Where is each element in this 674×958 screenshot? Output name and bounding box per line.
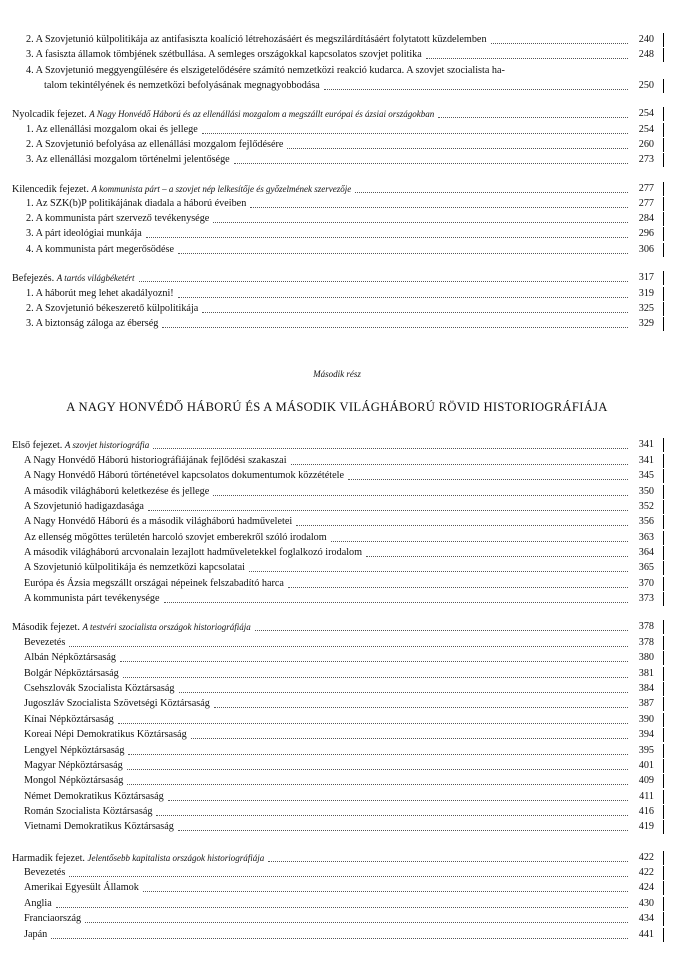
margin-rule bbox=[663, 651, 664, 665]
chapter-title: A Nagy Honvédő Háború és az ellenállási mozgalom a megszállt európai és ázsiai országokban bbox=[89, 109, 435, 119]
page-number: 284 bbox=[638, 213, 654, 224]
chapter-heading bbox=[0, 271, 674, 285]
toc-entry bbox=[0, 317, 674, 331]
entry-text: Román Szocialista Köztársaság bbox=[24, 806, 153, 817]
entry-text: 2. A Szovjetunió befolyása az ellenállási mozgalom fejlődésére bbox=[26, 139, 284, 150]
margin-rule bbox=[663, 759, 664, 773]
entry-text: 1. A háborút meg lehet akadályozni! bbox=[26, 288, 174, 299]
margin-rule bbox=[663, 744, 664, 758]
toc-entry bbox=[0, 546, 674, 560]
entry-text: Második fejezet. bbox=[12, 622, 80, 633]
margin-rule bbox=[663, 928, 664, 942]
chapter-title: A testvéri szocialista országok historiográfiája bbox=[82, 622, 251, 632]
entry-text: Kilencedik fejezet. bbox=[12, 184, 89, 195]
entry-text: A Nagy Honvédő Háború historiográfiájának fejlődési szakaszai bbox=[24, 455, 287, 466]
page-number: 277 bbox=[638, 198, 654, 209]
page-number: 317 bbox=[638, 272, 654, 283]
entry-text: 2. A kommunista párt szervező tevékenysége bbox=[26, 213, 210, 224]
dot-leader bbox=[127, 763, 628, 770]
margin-rule bbox=[663, 153, 664, 167]
entry-text: Bevezetés bbox=[24, 867, 66, 878]
entry-text: talom tekintélyének és nemzetközi befolyásának megnagyobbodása bbox=[44, 80, 320, 91]
dot-leader bbox=[268, 855, 628, 862]
margin-rule bbox=[663, 820, 664, 834]
page-number: 416 bbox=[638, 806, 654, 817]
dot-leader bbox=[366, 550, 628, 557]
margin-rule bbox=[663, 912, 664, 926]
toc-entry bbox=[0, 561, 674, 575]
toc-entry bbox=[0, 912, 674, 926]
dot-leader bbox=[348, 473, 628, 480]
entry-label bbox=[24, 759, 123, 773]
entry-text: 4. A kommunista párt megerősödése bbox=[26, 244, 174, 255]
page-number: 319 bbox=[638, 288, 654, 299]
entry-label bbox=[26, 33, 487, 47]
dot-leader bbox=[178, 247, 628, 254]
entry-label bbox=[26, 48, 422, 62]
toc-entry bbox=[0, 697, 674, 711]
dot-leader bbox=[250, 201, 628, 208]
dot-leader bbox=[143, 885, 628, 892]
entry-label bbox=[12, 107, 434, 122]
toc-entry bbox=[0, 897, 674, 911]
page-number: 325 bbox=[638, 303, 654, 314]
page-number: 341 bbox=[638, 455, 654, 466]
margin-rule bbox=[663, 577, 664, 591]
toc-entry bbox=[0, 212, 674, 226]
entry-text: Csehszlovák Szocialista Köztársaság bbox=[24, 683, 175, 694]
dot-leader bbox=[296, 519, 628, 526]
margin-rule bbox=[663, 469, 664, 483]
dot-leader bbox=[178, 291, 628, 298]
page-number: 424 bbox=[638, 882, 654, 893]
entry-label bbox=[24, 682, 175, 696]
page-number: 378 bbox=[638, 637, 654, 648]
entry-text: Koreai Népi Demokratikus Köztársaság bbox=[24, 729, 187, 740]
entry-text: Lengyel Népköztársaság bbox=[24, 745, 125, 756]
toc-entry bbox=[0, 805, 674, 819]
entry-text: Nyolcadik fejezet. bbox=[12, 109, 87, 120]
chapter-heading bbox=[0, 182, 674, 196]
dot-leader bbox=[156, 809, 628, 816]
dot-leader bbox=[191, 732, 628, 739]
page-number: 422 bbox=[638, 867, 654, 878]
dot-leader bbox=[291, 458, 628, 465]
chapter-title: A kommunista párt – a szovjet nép lelkesítője és győzelmének szervezője bbox=[91, 184, 352, 194]
margin-rule bbox=[663, 897, 664, 911]
chapter-title: A szovjet historiográfia bbox=[64, 440, 150, 450]
chapter-heading bbox=[0, 620, 674, 634]
dot-leader bbox=[213, 489, 628, 496]
entry-label bbox=[26, 317, 158, 331]
entry-label bbox=[12, 271, 135, 286]
margin-rule bbox=[663, 682, 664, 696]
page-number: 434 bbox=[638, 913, 654, 924]
dot-leader bbox=[324, 83, 628, 90]
toc-entry bbox=[0, 287, 674, 301]
margin-rule bbox=[663, 774, 664, 788]
entry-label bbox=[24, 485, 209, 499]
page-number: 419 bbox=[638, 821, 654, 832]
margin-rule bbox=[663, 546, 664, 560]
toc-entry bbox=[0, 651, 674, 665]
page-number: 277 bbox=[638, 183, 654, 194]
entry-label bbox=[24, 469, 344, 483]
entry-label bbox=[24, 500, 144, 514]
page-number: 329 bbox=[638, 318, 654, 329]
toc-entry bbox=[0, 79, 674, 93]
entry-label bbox=[24, 667, 119, 681]
margin-rule bbox=[663, 805, 664, 819]
margin-rule bbox=[663, 592, 664, 606]
page-number: 422 bbox=[638, 852, 654, 863]
margin-rule bbox=[663, 48, 664, 62]
page-number: 350 bbox=[638, 486, 654, 497]
entry-label bbox=[26, 212, 209, 226]
entry-label bbox=[12, 438, 149, 453]
entry-label bbox=[24, 531, 327, 545]
dot-leader bbox=[85, 916, 628, 923]
chapter-heading bbox=[0, 851, 674, 865]
entry-label bbox=[24, 636, 65, 650]
margin-rule bbox=[663, 561, 664, 575]
toc-entry bbox=[0, 667, 674, 681]
margin-rule bbox=[663, 454, 664, 468]
entry-text: A Szovjetunió hadigazdasága bbox=[24, 501, 144, 512]
toc-entry bbox=[0, 485, 674, 499]
margin-rule bbox=[663, 138, 664, 152]
entry-label bbox=[26, 197, 246, 211]
entry-text: Mongol Népköztársaság bbox=[24, 775, 124, 786]
entry-text: Kínai Népköztársaság bbox=[24, 714, 114, 725]
margin-rule bbox=[663, 33, 664, 47]
margin-rule bbox=[663, 182, 664, 196]
toc-entry bbox=[0, 774, 674, 788]
page-number: 240 bbox=[638, 34, 654, 45]
entry-text: Európa és Ázsia megszállt országai népeinek felszabadító harca bbox=[24, 578, 284, 589]
entry-label bbox=[24, 897, 52, 911]
entry-text: 4. A Szovjetunió meggyengülésére és elszigetelődésére számító nemzetközi reakció kudarca. A szovjet szocialista ha- bbox=[26, 65, 505, 76]
page-number: 381 bbox=[638, 668, 654, 679]
margin-rule bbox=[663, 227, 664, 241]
entry-label bbox=[24, 592, 160, 606]
margin-rule bbox=[663, 713, 664, 727]
dot-leader bbox=[438, 111, 628, 118]
dot-leader bbox=[51, 932, 628, 939]
margin-rule bbox=[663, 79, 664, 93]
entry-label bbox=[24, 928, 47, 942]
page-number: 387 bbox=[638, 698, 654, 709]
page-number: 378 bbox=[638, 621, 654, 632]
toc-entry bbox=[0, 577, 674, 591]
dot-leader bbox=[331, 535, 628, 542]
entry-label bbox=[24, 651, 116, 665]
entry-label bbox=[44, 79, 320, 93]
toc-entry bbox=[0, 454, 674, 468]
dot-leader bbox=[69, 640, 628, 647]
entry-label bbox=[24, 713, 114, 727]
entry-label bbox=[26, 302, 198, 316]
toc-entry bbox=[0, 728, 674, 742]
toc-entry bbox=[0, 515, 674, 529]
toc-entry bbox=[0, 500, 674, 514]
entry-text: 3. A biztonság záloga az éberség bbox=[26, 318, 159, 329]
toc-entry bbox=[0, 531, 674, 545]
toc-entry bbox=[0, 123, 674, 137]
page-number: 273 bbox=[638, 154, 654, 165]
page-number: 296 bbox=[638, 228, 654, 239]
toc-entry bbox=[0, 138, 674, 152]
margin-rule bbox=[663, 438, 664, 452]
entry-label bbox=[24, 546, 362, 560]
dot-leader bbox=[202, 127, 628, 134]
entry-text: 1. Az ellenállási mozgalom okai és jellege bbox=[26, 124, 198, 135]
page-number: 401 bbox=[638, 760, 654, 771]
dot-leader bbox=[148, 504, 628, 511]
entry-text: Japán bbox=[24, 929, 48, 940]
page-number: 411 bbox=[639, 791, 654, 802]
entry-label bbox=[24, 561, 245, 575]
margin-rule bbox=[663, 212, 664, 226]
toc-entry bbox=[0, 64, 674, 78]
margin-rule bbox=[663, 697, 664, 711]
margin-rule bbox=[663, 271, 664, 285]
margin-rule bbox=[663, 728, 664, 742]
entry-label bbox=[12, 182, 351, 197]
entry-label bbox=[24, 454, 287, 468]
entry-label bbox=[12, 620, 251, 635]
entry-label bbox=[24, 790, 164, 804]
page-number: 384 bbox=[638, 683, 654, 694]
dot-leader bbox=[168, 794, 628, 801]
margin-rule bbox=[663, 317, 664, 331]
entry-text: Franciaország bbox=[24, 913, 82, 924]
part-label: Második rész bbox=[313, 369, 361, 379]
page-number: 352 bbox=[638, 501, 654, 512]
margin-rule bbox=[663, 531, 664, 545]
dot-leader bbox=[255, 624, 628, 631]
dot-leader bbox=[56, 901, 628, 908]
entry-label bbox=[24, 912, 81, 926]
margin-rule bbox=[663, 866, 664, 880]
entry-text: A Szovjetunió külpolitikája és nemzetközi kapcsolatai bbox=[24, 562, 245, 573]
margin-rule bbox=[663, 636, 664, 650]
margin-rule bbox=[663, 881, 664, 895]
dot-leader bbox=[202, 306, 628, 313]
entry-text: Albán Népköztársaság bbox=[24, 652, 116, 663]
dot-leader bbox=[153, 442, 628, 449]
entry-text: Az ellenség mögöttes területén harcoló szovjet emberekről szóló irodalom bbox=[24, 532, 327, 543]
toc-entry bbox=[0, 636, 674, 650]
page-number: 254 bbox=[638, 124, 654, 135]
entry-label bbox=[24, 805, 152, 819]
page-number: 394 bbox=[638, 729, 654, 740]
entry-text: Vietnami Demokratikus Köztársaság bbox=[24, 821, 174, 832]
entry-text: Harmadik fejezet. bbox=[12, 853, 85, 864]
dot-leader bbox=[426, 52, 628, 59]
entry-text: 3. A fasiszta államok tömbjének szétbullása. A semleges országokkal kapcsolatos szovjet politika bbox=[26, 49, 422, 60]
toc-entry bbox=[0, 243, 674, 257]
entry-text: Befejezés. bbox=[12, 273, 55, 284]
toc-entry bbox=[0, 197, 674, 211]
dot-leader bbox=[146, 231, 628, 238]
toc-entry bbox=[0, 48, 674, 62]
toc-entry bbox=[0, 866, 674, 880]
toc-entry bbox=[0, 881, 674, 895]
entry-label bbox=[26, 287, 174, 301]
page-number: 345 bbox=[638, 470, 654, 481]
margin-rule bbox=[663, 515, 664, 529]
dot-leader bbox=[288, 581, 628, 588]
dot-leader bbox=[69, 870, 628, 877]
margin-rule bbox=[663, 851, 664, 865]
dot-leader bbox=[128, 748, 628, 755]
margin-rule bbox=[663, 620, 664, 634]
margin-rule bbox=[663, 667, 664, 681]
margin-rule bbox=[663, 302, 664, 316]
chapter-title: Jelentősebb kapitalista országok historiográfiája bbox=[87, 853, 265, 863]
entry-label bbox=[26, 153, 230, 167]
toc-entry bbox=[0, 302, 674, 316]
page-number: 260 bbox=[638, 139, 654, 150]
entry-text: Bolgár Népköztársaság bbox=[24, 668, 119, 679]
entry-label bbox=[24, 728, 187, 742]
entry-text: Amerikai Egyesült Államok bbox=[24, 882, 139, 893]
entry-text: Magyar Népköztársaság bbox=[24, 760, 123, 771]
entry-text: A Nagy Honvédő Háború és a második világháború hadműveletei bbox=[24, 516, 293, 527]
entry-label bbox=[26, 64, 505, 78]
dot-leader bbox=[355, 186, 628, 193]
margin-rule bbox=[663, 790, 664, 804]
toc-entry bbox=[0, 592, 674, 606]
margin-rule bbox=[663, 485, 664, 499]
entry-label bbox=[24, 820, 174, 834]
entry-label bbox=[26, 138, 283, 152]
toc-entry bbox=[0, 33, 674, 47]
toc-entry bbox=[0, 759, 674, 773]
entry-text: 1. Az SZK(b)P politikájának diadala a háború éveiben bbox=[26, 198, 247, 209]
entry-label bbox=[24, 577, 284, 591]
toc-entry bbox=[0, 790, 674, 804]
margin-rule bbox=[663, 107, 664, 121]
dot-leader bbox=[213, 216, 628, 223]
dot-leader bbox=[214, 701, 628, 708]
page-number: 409 bbox=[638, 775, 654, 786]
entry-text: Első fejezet. bbox=[12, 440, 63, 451]
entry-text: Német Demokratikus Köztársaság bbox=[24, 791, 164, 802]
toc-entry bbox=[0, 469, 674, 483]
dot-leader bbox=[123, 671, 628, 678]
toc-entry bbox=[0, 744, 674, 758]
margin-rule bbox=[663, 197, 664, 211]
entry-text: A második világháború arcvonalain lezajlott hadműveletekkel foglalkozó irodalom bbox=[24, 547, 363, 558]
page-number: 441 bbox=[638, 929, 654, 940]
chapter-heading bbox=[0, 107, 674, 121]
entry-label bbox=[24, 697, 210, 711]
page-number: 365 bbox=[638, 562, 654, 573]
chapter-title: A tartós világbéketért bbox=[56, 273, 135, 283]
page-number: 306 bbox=[638, 244, 654, 255]
dot-leader bbox=[162, 321, 628, 328]
dot-leader bbox=[139, 275, 628, 282]
page-number: 341 bbox=[638, 439, 654, 450]
entry-label bbox=[26, 243, 174, 257]
page-number: 254 bbox=[638, 108, 654, 119]
entry-label bbox=[24, 774, 123, 788]
dot-leader bbox=[120, 655, 628, 662]
entry-text: 2. A Szovjetunió békeszerető külpolitikája bbox=[26, 303, 199, 314]
dot-leader bbox=[178, 824, 628, 831]
page-number: 380 bbox=[638, 652, 654, 663]
entry-text: 3. A párt ideológiai munkája bbox=[26, 228, 142, 239]
page-number: 364 bbox=[638, 547, 654, 558]
entry-label bbox=[24, 881, 139, 895]
toc-entry bbox=[0, 713, 674, 727]
dot-leader bbox=[118, 717, 628, 724]
entry-label bbox=[24, 515, 292, 529]
entry-text: Bevezetés bbox=[24, 637, 66, 648]
part-title: A NAGY HONVÉDŐ HÁBORÚ ÉS A MÁSODIK VILÁGHÁBORÚ RÖVID HISTORIOGRÁFIÁJA bbox=[66, 400, 608, 414]
margin-rule bbox=[663, 287, 664, 301]
toc-entry bbox=[0, 820, 674, 834]
dot-leader bbox=[287, 142, 628, 149]
toc-entry bbox=[0, 153, 674, 167]
dot-leader bbox=[164, 596, 628, 603]
chapter-heading bbox=[0, 438, 674, 452]
page-number: 370 bbox=[638, 578, 654, 589]
page-number: 430 bbox=[638, 898, 654, 909]
toc-entry bbox=[0, 928, 674, 942]
page-number: 390 bbox=[638, 714, 654, 725]
entry-text: Jugoszláv Szocialista Szövetségi Köztársaság bbox=[24, 698, 210, 709]
margin-rule bbox=[663, 243, 664, 257]
entry-label bbox=[26, 123, 198, 137]
page-number: 373 bbox=[638, 593, 654, 604]
dot-leader bbox=[179, 686, 628, 693]
entry-label bbox=[24, 744, 124, 758]
dot-leader bbox=[234, 157, 628, 164]
dot-leader bbox=[249, 565, 628, 572]
page-number: 250 bbox=[638, 80, 654, 91]
page-number: 356 bbox=[638, 516, 654, 527]
entry-text: A második világháború keletkezése és jellege bbox=[24, 486, 210, 497]
entry-label bbox=[24, 866, 65, 880]
entry-text: Anglia bbox=[24, 898, 52, 909]
entry-text: 2. A Szovjetunió külpolitikája az antifasiszta koalíció létrehozásáért és megszilárdításáért folytatott küzdelemben bbox=[26, 34, 487, 45]
margin-rule bbox=[663, 123, 664, 137]
page-number: 395 bbox=[638, 745, 654, 756]
entry-text: A kommunista párt tevékenysége bbox=[24, 593, 160, 604]
entry-text: 3. Az ellenállási mozgalom történelmi jelentősége bbox=[26, 154, 230, 165]
entry-label bbox=[26, 227, 142, 241]
entry-label bbox=[12, 851, 264, 866]
page-number: 248 bbox=[638, 49, 654, 60]
toc-entry bbox=[0, 682, 674, 696]
entry-text: A Nagy Honvédő Háború történetével kapcsolatos dokumentumok közzététele bbox=[24, 470, 344, 481]
toc-entry bbox=[0, 227, 674, 241]
margin-rule bbox=[663, 500, 664, 514]
page-number: 363 bbox=[638, 532, 654, 543]
dot-leader bbox=[127, 778, 628, 785]
